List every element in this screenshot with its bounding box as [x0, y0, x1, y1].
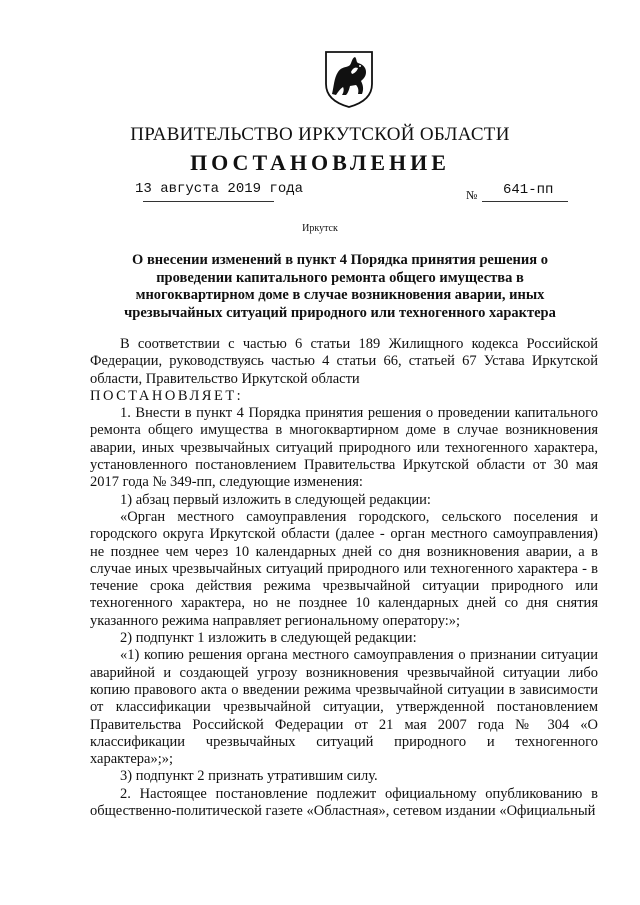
- government-name: ПРАВИТЕЛЬСТВО ИРКУТСКОЙ ОБЛАСТИ: [130, 124, 510, 145]
- paragraph-preamble: В соответствии с частью 6 статьи 189 Жилищного кодекса Российской Федерации, руководствуясь частью 4 статьи 66, статьей 67 Устава Иркутской области, Правительство Иркутской области: [90, 336, 598, 387]
- document-number: 641-пп: [503, 182, 554, 198]
- coat-of-arms-icon: [324, 50, 374, 108]
- number-sign: №: [466, 188, 478, 202]
- paragraph-subitem-1: 1) абзац первый изложить в следующей редакции:: [120, 491, 431, 508]
- document-title: О внесении изменений в пункт 4 Порядка принятия решения о проведении капитального ремонта общего имущества в многоквартирном доме в случае возникновения аварии, иных чрезвычайных ситуаций природного или техногенного характера: [124, 252, 556, 321]
- paragraph-quote-2: «1) копию решения органа местного самоуправления о признании ситуации аварийной и создающей угрозу возникновения чрезвычайной ситуации либо копию правового акта о введении режима чрезвычайной ситуации в зависимости от классификации чрезвычайной ситуации, утвержденной постановлением Правительства Российской Федерации от 21 мая 2007 года № 304 «О классификации чрезвычайных ситуаций природного и техногенного характера»;»;: [90, 647, 598, 768]
- city-name: Иркутск: [302, 223, 338, 234]
- date-underline: [143, 201, 274, 202]
- document-date: 13 августа 2019 года: [135, 181, 304, 197]
- document-body: [90, 336, 598, 820]
- paragraph-item-2: 2. Настоящее постановление подлежит официальному опубликованию в общественно-политической газете «Областная», сетевом издании «Официальный: [90, 785, 598, 820]
- document-type: ПОСТАНОВЛЕНИЕ: [190, 150, 450, 175]
- paragraph-subitem-2: 2) подпункт 1 изложить в следующей редакции:: [120, 630, 417, 647]
- paragraph-resolves: ПОСТАНОВЛЯЕТ:: [90, 387, 244, 404]
- paragraph-quote-1: «Орган местного самоуправления городского, сельского поселения и городского округа Иркутской области (далее - орган местного самоуправления) не позднее чем через 10 календарных дней со дня возникновения аварии, а в случае иных чрезвычайных ситуаций природного или техногенного характера - в течение срока действия режима чрезвычайной ситуации природного или техногенного характера, но не позднее 10 календарных дней со дня снятия указанного режима направляет региональному оператору:»;: [90, 508, 598, 629]
- paragraph-subitem-3: 3) подпункт 2 признать утратившим силу.: [120, 768, 378, 785]
- paragraph-item-1: 1. Внести в пункт 4 Порядка принятия решения о проведении капитального ремонта общего имущества в многоквартирном доме в случае возникновения аварии, иных чрезвычайных ситуаций природного или техногенного характера, установленного постановлением Правительства Иркутской области от 30 мая 2017 года № 349-пп, следующие изменения:: [90, 405, 598, 491]
- number-underline: [482, 201, 568, 202]
